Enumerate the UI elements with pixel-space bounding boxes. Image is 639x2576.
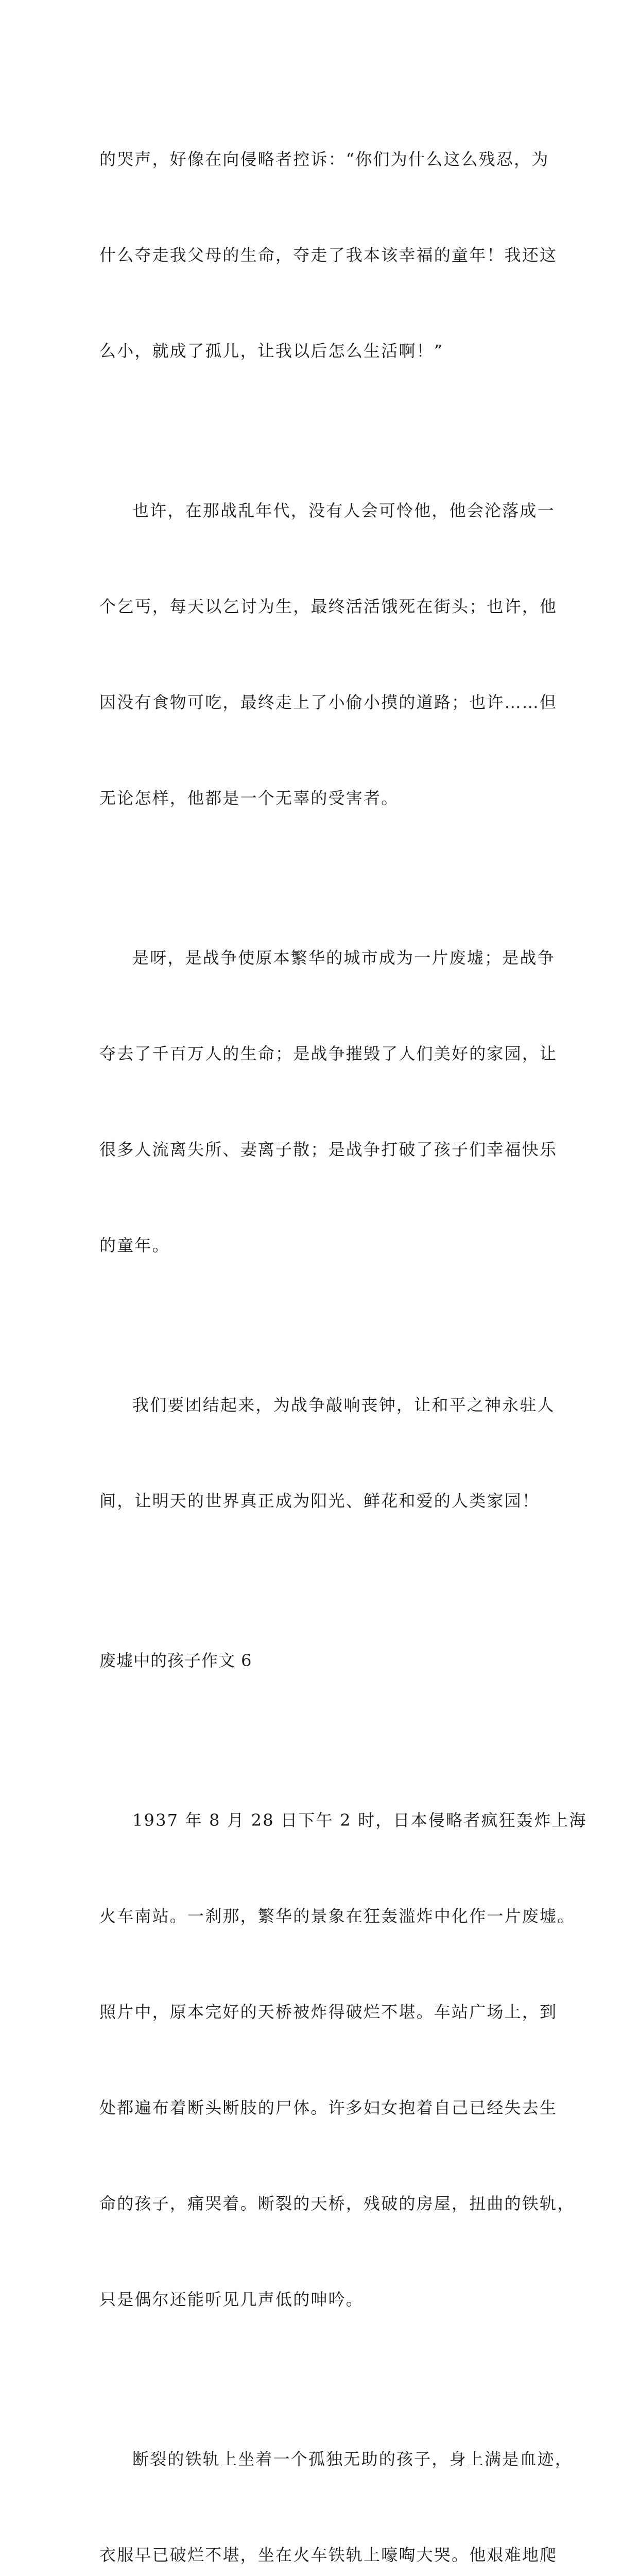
- text-line: 是呀，是战争使原本繁华的城市成为一片废墟；是战争: [132, 948, 555, 968]
- text-line: 很多人流离失所、妻离子散；是战争打破了孩子们幸福快乐: [99, 1140, 558, 1159]
- section-title: [99, 1581, 543, 1740]
- text-line: 什么夺走我父母的生命，夺走了我本该幸福的童年！我还这: [99, 245, 558, 265]
- text-line: 因没有食物可吃，最终走上了小偷小摸的道路；也许……但: [99, 692, 558, 712]
- text-line: 么小，就成了孤儿，让我以后怎么生活啊！”: [99, 341, 444, 361]
- text-line: 处都遍布着断头断肢的尸体。许多妇女抱着自己已经失去生: [99, 2098, 558, 2117]
- text-line: 火车南站。一刹那，繁华的景象在狂轰滥炸中化作一片废墟。: [99, 1906, 575, 1926]
- paragraph-continued: [99, 79, 558, 431]
- paragraph: [99, 1740, 587, 2379]
- text-line: 只是偶尔还能听见几声低的呻吟。: [99, 2290, 364, 2309]
- section-title-text: 废墟中的孩子作文 6: [99, 1651, 252, 1670]
- paragraph: [99, 2379, 573, 2576]
- text-line: 个乞丐，每天以乞讨为生，最终活活饿死在街头；也许，他: [99, 597, 558, 616]
- text-line: 夺去了千百万人的生命；是战争摧毁了人们美好的家园，让: [99, 1044, 558, 1063]
- document-body: [99, 79, 587, 2576]
- text-line: 断裂的铁轨上坐着一个孤独无助的孩子，身上满是血迹，: [132, 2449, 573, 2469]
- text-line: 无论怎样，他都是一个无辜的受害者。: [99, 788, 399, 808]
- text-line: 命的孩子，痛哭着。断裂的天桥，残破的房屋，扭曲的铁轨，: [99, 2194, 575, 2213]
- text-line: 间，让明天的世界真正成为阳光、鲜花和爱的人类家园！: [99, 1491, 540, 1511]
- paragraph: [99, 878, 558, 1325]
- text-line: 照片中，原本完好的天桥被炸得破烂不堪。车站广场上，到: [99, 2002, 558, 2022]
- paragraph: [99, 431, 558, 878]
- text-line: 也许，在那战乱年代，没有人会可怜他，他会沦落成一: [132, 501, 555, 520]
- text-line: 1937 年 8 月 28 日下午 2 时，日本侵略者疯狂轰炸上海: [132, 1810, 587, 1830]
- text-line: 衣服早已破烂不堪，坐在火车铁轨上嚎啕大哭。他艰难地爬: [99, 2545, 558, 2565]
- text-line: 的哭声，好像在向侵略者控诉：“你们为什么这么残忍，为: [99, 149, 549, 169]
- text-line: 的童年。: [99, 1235, 170, 1255]
- text-line: 我们要团结起来，为战争敲响丧钟，让和平之神永驻人: [132, 1395, 555, 1415]
- paragraph: [99, 1325, 555, 1581]
